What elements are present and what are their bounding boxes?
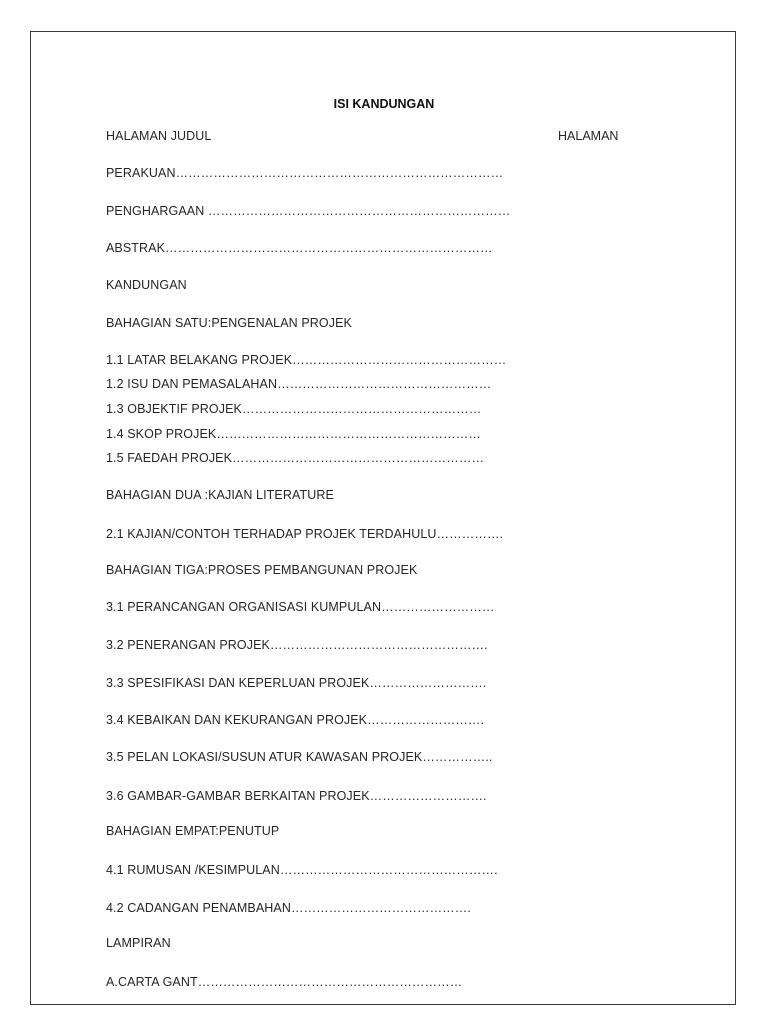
toc-section-bahagian-satu: BAHAGIAN SATU:PENGENALAN PROJEK — [106, 316, 352, 330]
toc-entry-penghargaan: PENGHARGAAN ……………………………………………………………… — [106, 204, 511, 218]
toc-section-bahagian-dua: BAHAGIAN DUA :KAJIAN LITERATURE — [106, 488, 334, 502]
toc-entry-3-3: 3.3 SPESIFIKASI DAN KEPERLUAN PROJEK………………………. — [106, 676, 487, 690]
toc-entry-3-6: 3.6 GAMBAR-GAMBAR BERKAITAN PROJEK………………………. — [106, 789, 487, 803]
toc-entry-4-2: 4.2 CADANGAN PENAMBAHAN……………………………………. — [106, 901, 471, 915]
toc-entry-4-1: 4.1 RUMUSAN /KESIMPULAN……………………………………………. — [106, 863, 498, 877]
header-halaman: HALAMAN — [558, 129, 619, 143]
toc-entry-3-1: 3.1 PERANCANGAN ORGANISASI KUMPULAN……………………… — [106, 600, 495, 614]
toc-entry-1-2: 1.2 ISU DAN PEMASALAHAN…………………………………………… — [106, 377, 492, 391]
toc-entry-1-1: 1.1 LATAR BELAKANG PROJEK…………………………………………… — [106, 353, 507, 367]
toc-entry-carta-gant: A.CARTA GANT……………………………………………………… — [106, 975, 463, 989]
toc-entry-abstrak: ABSTRAK…………………………………………………………………… — [106, 241, 493, 255]
toc-section-bahagian-tiga: BAHAGIAN TIGA:PROSES PEMBANGUNAN PROJEK — [106, 563, 418, 577]
toc-entry-kandungan: KANDUNGAN — [106, 278, 187, 292]
toc-section-lampiran: LAMPIRAN — [106, 936, 171, 950]
toc-entry-3-2: 3.2 PENERANGAN PROJEK……………………………………………. — [106, 638, 488, 652]
toc-entry-3-5: 3.5 PELAN LOKASI/SUSUN ATUR KAWASAN PROJEK…………….. — [106, 750, 493, 764]
toc-entry-3-4: 3.4 KEBAIKAN DAN KEKURANGAN PROJEK………………………. — [106, 713, 485, 727]
header-halaman-judul: HALAMAN JUDUL — [106, 129, 212, 143]
toc-section-bahagian-empat: BAHAGIAN EMPAT:PENUTUP — [106, 824, 280, 838]
toc-entry-1-4: 1.4 SKOP PROJEK……………………………………………………… — [106, 427, 481, 441]
toc-entry-2-1: 2.1 KAJIAN/CONTOH TERHADAP PROJEK TERDAHULU……………. — [106, 527, 504, 541]
toc-entry-1-5: 1.5 FAEDAH PROJEK…………………………………………………… — [106, 451, 485, 465]
toc-entry-perakuan: PERAKUAN…………………………………………………………………… — [106, 166, 504, 180]
toc-entry-1-3: 1.3 OBJEKTIF PROJEK………………………………………………… — [106, 402, 482, 416]
document-title: ISI KANDUNGAN — [333, 97, 435, 111]
